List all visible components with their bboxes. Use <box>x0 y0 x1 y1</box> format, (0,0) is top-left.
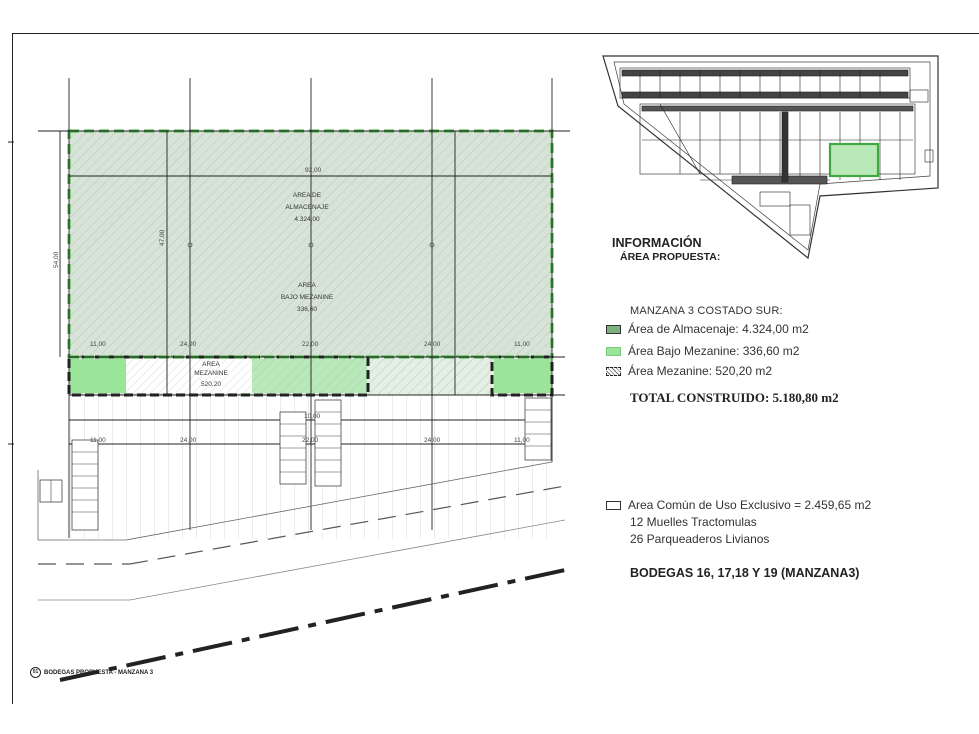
label-almacenaje-line3: 4.324,00 <box>294 216 320 223</box>
dim-low-1: 11,00 <box>90 437 106 444</box>
legend-almacenaje-label: Área de Almacenaje: 4.324,00 m2 <box>628 322 809 336</box>
label-bajo-line1: AREA <box>298 282 316 289</box>
label-bajo-line3: 336,60 <box>297 306 317 313</box>
swatch-bajo-mezanine <box>606 347 621 356</box>
parqueaderos-text: 26 Parqueaderos Livianos <box>630 532 770 546</box>
info-title: INFORMACIÓN <box>612 236 702 250</box>
area-bajo-mezanine-right <box>494 359 552 393</box>
info-subtitle: ÁREA PROPUESTA: <box>620 251 721 263</box>
legend-bajo-mezanine <box>606 344 799 358</box>
dim-low-4: 24,00 <box>424 437 441 444</box>
muelles-text: 12 Muelles Tractomulas <box>630 515 757 529</box>
dim-top: 92,00 <box>305 167 322 174</box>
label-mezanine-line3: 520,20 <box>201 381 221 388</box>
footer-number: 01 <box>30 667 41 678</box>
dim-mid-5: 11,00 <box>514 341 530 348</box>
legend-mezanine <box>606 364 772 378</box>
label-almacenaje-line2: ALMACENAJE <box>285 204 329 211</box>
dim-mid-3: 22,00 <box>302 341 319 348</box>
dim-center-low: 10,00 <box>304 413 321 420</box>
dim-mid-1: 11,00 <box>90 341 106 348</box>
swatch-almacenaje <box>606 325 621 334</box>
manzana-heading: MANZANA 3 COSTADO SUR: <box>630 305 783 317</box>
label-mezanine-line1: AREA <box>202 361 220 368</box>
label-mezanine-line2: MEZANINE <box>194 370 228 377</box>
drawing-footer <box>30 667 153 678</box>
legend-bajo-mezanine-label: Área Bajo Mezanine: 336,60 m2 <box>628 344 800 358</box>
footer-title: BODEGAS PROPUESTA - MANZANA 3 <box>44 669 154 676</box>
legend-area-comun-label: Area Común de Uso Exclusivo = 2.459,65 m2 <box>628 498 872 512</box>
key-map-highlight <box>830 144 878 176</box>
total-construido: TOTAL CONSTRUIDO: 5.180,80 m2 <box>630 390 839 405</box>
legend-almacenaje <box>606 322 809 336</box>
dim-left: 54,00 <box>53 251 60 268</box>
label-almacenaje-line1: AREA DE <box>292 192 322 199</box>
dim-mid-4: 24,00 <box>424 341 441 348</box>
dim-low-5: 11,00 <box>514 437 530 444</box>
bodegas-title: BODEGAS 16, 17,18 Y 19 (MANZANA3) <box>630 566 860 580</box>
swatch-area-comun <box>606 501 621 510</box>
legend-mezanine-label: Área Mezanine: 520,20 m2 <box>628 364 773 378</box>
label-bajo-line2: BAJO MEZANINE <box>280 294 334 301</box>
dim-mid-2: 24,00 <box>180 341 197 348</box>
dim-inner: 47,00 <box>159 229 166 246</box>
legend-area-comun <box>606 498 871 512</box>
dim-low-3: 22,00 <box>302 437 319 444</box>
key-map <box>603 56 938 258</box>
dim-low-2: 24,00 <box>180 437 197 444</box>
area-bajo-mezanine-left <box>69 359 126 393</box>
swatch-mezanine <box>606 367 621 376</box>
